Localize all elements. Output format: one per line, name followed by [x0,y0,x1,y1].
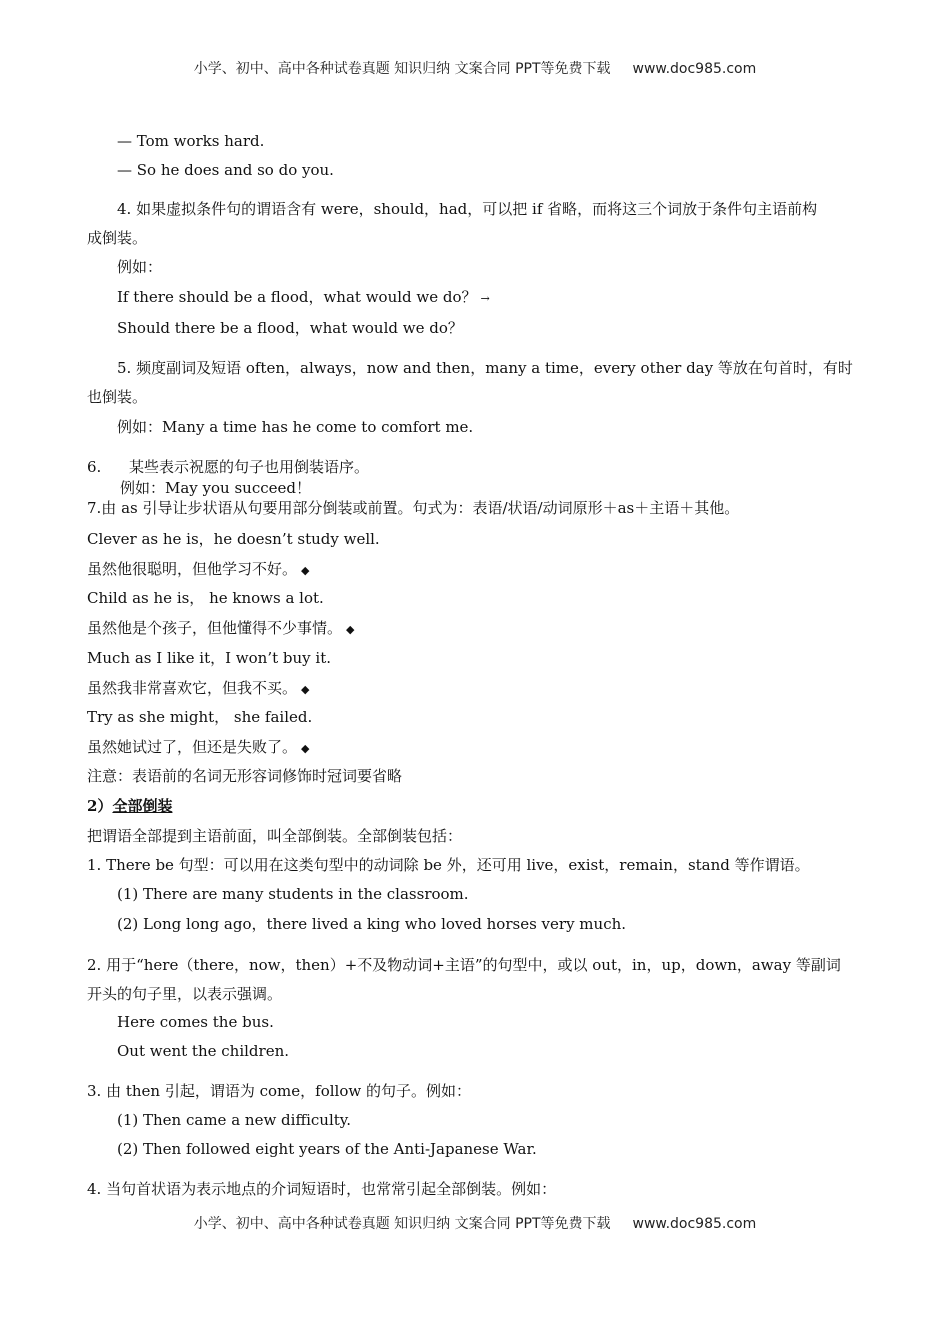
example-text: If there should be a flood，what would we do？ [117,288,477,306]
diamond-icon: ◆ [301,742,310,755]
section-title: 全部倒装 [112,797,173,815]
arrow-icon: → [480,292,490,305]
example-sentence [117,287,490,309]
rule-5-text: 5. 频度副词及短语 often，always，now and then，many a time，every other day 等放在句首时，有时 [117,359,853,377]
rule-3-text: 3. 由 then 引起，谓语为 come，follow 的句子。例如： [87,1082,471,1100]
example-sentence: Try as she might， she failed. [87,708,313,726]
rule-7-text: 7.由 as 引导让步状语从句要用部分倒装或前置。句式为：表语/状语/动词原形＋as＋主语＋其他。 [87,499,740,517]
rule-2-text: 2. 用于“here（there，now，then）+不及物动词+主语”的句型中，或以 out，in，up，down，away 等副词 [87,956,841,974]
translation-line [87,618,354,640]
page-header [0,58,950,78]
diamond-icon: ◆ [301,564,310,577]
diamond-icon: ◆ [301,683,310,696]
dialogue-line: — Tom works hard. [117,132,265,150]
dialogue-line: — So he does and so do you. [117,161,334,179]
translation-text: 虽然她试过了，但还是失败了。 [87,738,298,756]
section-intro: 把谓语全部提到主语前面，叫全部倒装。全部倒装包括： [87,827,463,845]
translation-text: 虽然他很聪明，但他学习不好。 [87,560,298,578]
example-sentence: (1) Then came a new difficulty. [117,1111,352,1129]
section-number: 2） [87,797,113,815]
example-sentence: 例如：Many a time has he come to comfort me. [117,418,474,436]
diamond-icon: ◆ [346,623,355,636]
translation-text: 虽然我非常喜欢它，但我不买。 [87,679,298,697]
translation-line [87,678,309,700]
rule-1-text: 1. There be 句型：可以用在这类句型中的动词除 be 外，还可用 live，exist，remain，stand 等作谓语。 [87,856,810,874]
rule-6-text: 某些表示祝愿的句子也用倒装语序。 [129,458,370,476]
example-sentence: Should there be a flood，what would we do？ [117,319,463,337]
header-url[interactable]: www.doc985.com [632,61,757,77]
example-sentence: Child as he is， he knows a lot. [87,589,324,607]
section-heading [87,796,172,816]
example-sentence: Clever as he is，he doesn’t study well. [87,530,380,548]
example-label: 例如： [117,258,163,276]
footer-url[interactable]: www.doc985.com [632,1216,757,1232]
example-sentence: Much as I like it，I won’t buy it. [87,649,331,667]
note-line: 注意：表语前的名词无形容词修饰时冠词要省略 [87,767,403,785]
header-text: 小学、初中、高中各种试卷真题 知识归纳 文案合同 PPT等免费下载 [193,61,611,77]
rule-4-text-cont: 成倒装。 [87,229,148,247]
page-footer [0,1213,950,1233]
rule-4b-text: 4. 当句首状语为表示地点的介词短语时，也常常引起全部倒装。例如： [87,1180,557,1198]
example-sentence: (2) Long long ago，there lived a king who loved horses very much. [117,915,627,933]
example-sentence: (2) Then followed eight years of the Anti-Japanese War. [117,1140,537,1158]
translation-line [87,559,309,581]
rule-2-text-cont: 开头的句子里，以表示强调。 [87,985,283,1003]
translation-text: 虽然他是个孩子，但他懂得不少事情。 [87,619,343,637]
footer-text: 小学、初中、高中各种试卷真题 知识归纳 文案合同 PPT等免费下载 [193,1216,611,1232]
example-sentence: Here comes the bus. [117,1013,274,1031]
example-sentence: 例如：May you succeed！ [120,479,311,497]
translation-line [87,737,309,759]
rule-5-text-cont: 也倒装。 [87,388,148,406]
example-sentence: Out went the children. [117,1042,289,1060]
rule-4-text: 4. 如果虚拟条件句的谓语含有 were，should，had，可以把 if 省略，而将这三个词放于条件句主语前构 [117,200,818,218]
rule-6-number: 6. [87,458,102,476]
example-sentence: (1) There are many students in the classroom. [117,885,469,903]
